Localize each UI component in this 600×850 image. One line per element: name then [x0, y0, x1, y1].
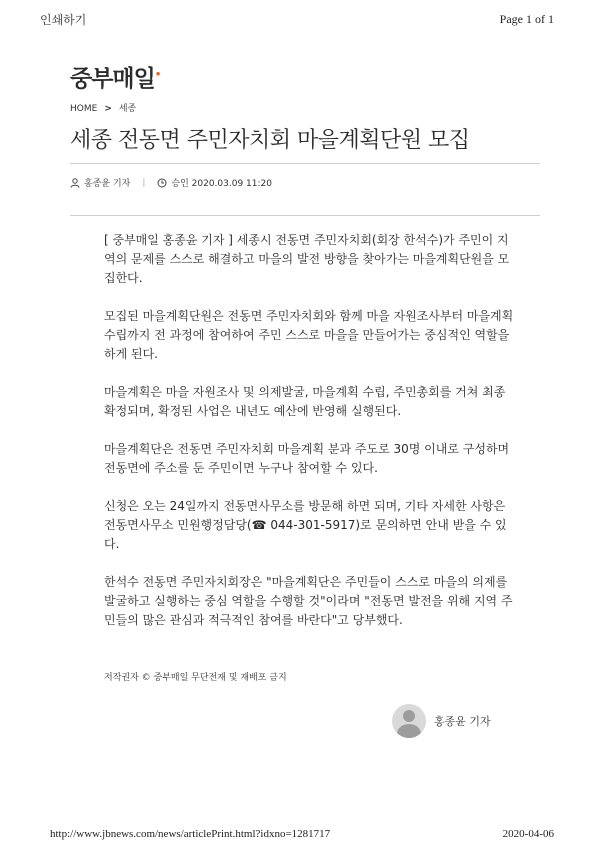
byline — [70, 176, 272, 189]
avatar — [392, 704, 426, 738]
logo-text: 중부매일 — [70, 66, 155, 92]
article-body — [104, 231, 514, 649]
breadcrumb-section[interactable]: 세종 — [118, 104, 137, 114]
divider — [70, 215, 540, 216]
article-title: 세종 전동면 주민자치회 마을계획단원 모집 — [70, 128, 470, 153]
reporter-card — [392, 704, 491, 738]
breadcrumb-home[interactable]: HOME — [70, 104, 98, 114]
article-url: http://www.jbnews.com/news/articlePrint.html?idxno=1281717 — [50, 828, 331, 840]
print-link[interactable]: 인쇄하기 — [40, 13, 87, 27]
clock-icon — [157, 178, 167, 188]
avatar-shoulders — [397, 724, 421, 738]
author-name: 홍종윤 기자 — [84, 179, 131, 189]
paragraph: 신청은 오는 24일까지 전동면사무소를 방문해 하면 되며, 기타 자세한 사항은 전동면사무소 민원행정담당(☎ 044-301-5917)로 문의하면 안내 받을 수 있다. — [104, 499, 507, 551]
byline-divider: | — [142, 177, 146, 188]
page-number: Page 1 of 1 — [499, 12, 554, 26]
paragraph: 한석수 전동면 주민자치회장은 "마을계획단은 주민들이 스스로 마을의 의제를 발굴하고 실행하는 중심 역할을 수행할 것"이라며 "전동면 발전을 위해 지역 주민들의 많은 관심과 적극적인 참여를 바란다"고 당부했다. — [104, 575, 513, 627]
paragraph: 모집된 마을계획단원은 전동면 주민자치회와 함께 마을 자원조사부터 마을계획 수립까지 전 과정에 참여하여 주민 스스로 마을을 만들어가는 중심적인 역할을 하게 된다. — [104, 309, 514, 361]
paragraph: 마을계획은 마을 자원조사 및 의제발굴, 마을계획 수립, 주민총회를 거쳐 최종 확정되며, 확정된 사업은 내년도 예산에 반영해 실행된다. — [104, 385, 506, 418]
avatar-head — [403, 710, 415, 722]
divider — [70, 163, 540, 164]
paragraph: [ 중부매일 홍종윤 기자 ] 세종시 전동면 주민자치회(회장 한석수)가 주민이 지역의 문제를 스스로 해결하고 마을의 발전 방향을 찾아가는 마을계획단원을 모집한다. — [104, 233, 510, 285]
site-logo[interactable] — [70, 60, 160, 93]
breadcrumb — [70, 101, 136, 114]
breadcrumb-separator: > — [104, 104, 112, 114]
logo-accent-mark: • — [154, 69, 161, 81]
approved-time: 승인 2020.03.09 11:20 — [171, 179, 272, 189]
print-date: 2020-04-06 — [502, 828, 554, 840]
user-icon — [70, 178, 80, 188]
paragraph: 마을계획단은 전동면 주민자치회 마을계획 분과 주도로 30명 이내로 구성하며 전동면에 주소를 둔 주민이면 누구나 참여할 수 있다. — [104, 442, 510, 475]
reporter-name: 홍종윤 기자 — [434, 715, 491, 728]
copyright-notice: 저작권자 © 중부매일 무단전재 및 재배포 금지 — [104, 673, 287, 683]
